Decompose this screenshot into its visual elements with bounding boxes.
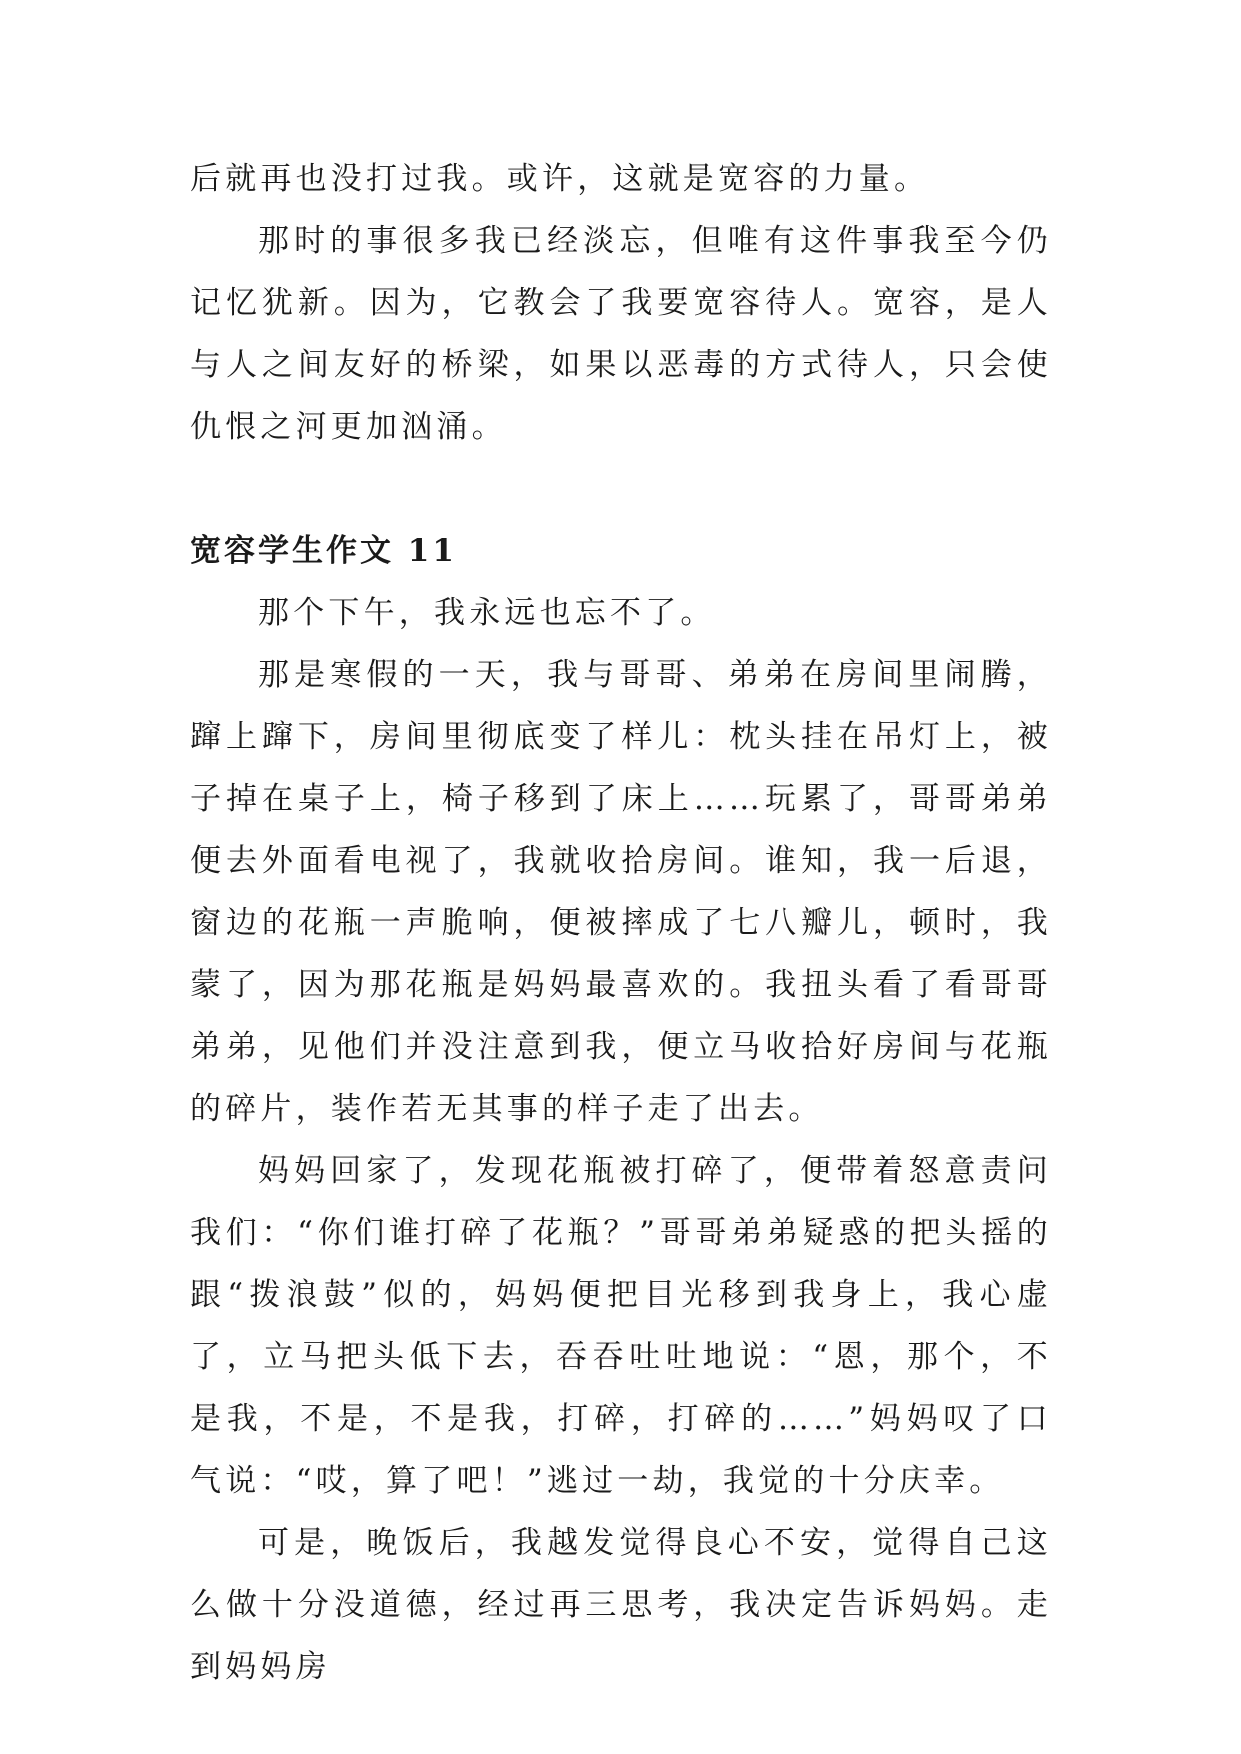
paragraph-3: 妈妈回家了，发现花瓶被打碎了，便带着怒意责问我们：“你们谁打碎了花瓶？”哥哥弟弟疑惑的把头摇的跟“拨浪鼓”似的，妈妈便把目光移到我身上，我心虚了，立马把头低下去，吞吞吐吐地说：“恩，那个，不是我，不是，不是我，打碎，打碎的……”妈妈叹了口气说：“哎，算了吧！”逃过一劫，我觉的十分庆幸。: [190, 1153, 1052, 1499]
paragraph-4: 可是，晚饭后，我越发觉得良心不安，觉得自己这么做十分没道德，经过再三思考，我决定告诉妈妈。走到妈妈房: [190, 1525, 1052, 1685]
section-spacer: [190, 458, 1052, 520]
document-page: [190, 148, 1052, 1698]
paragraph-continued: 后就再也没打过我。或许，这就是宽容的力量。: [190, 161, 930, 197]
paragraph-2: 那是寒假的一天，我与哥哥、弟弟在房间里闹腾，蹿上蹿下，房间里彻底变了样儿：枕头挂在吊灯上，被子掉在桌子上，椅子移到了床上……玩累了，哥哥弟弟便去外面看电视了，我就收拾房间。谁知，我一后退，窗边的花瓶一声脆响，便被摔成了七八瓣儿，顿时，我蒙了，因为那花瓶是妈妈最喜欢的。我扭头看了看哥哥弟弟，见他们并没注意到我，便立马收拾好房间与花瓶的碎片，装作若无其事的样子走了出去。: [190, 657, 1052, 1127]
paragraph-1: 那个下午，我永远也忘不了。: [258, 595, 716, 631]
section-title: 宽容学生作文 11: [190, 533, 457, 569]
paragraph-conclusion: 那时的事很多我已经淡忘，但唯有这件事我至今仍记忆犹新。因为，它教会了我要宽容待人。宽容，是人与人之间友好的桥梁，如果以恶毒的方式待人，只会使仇恨之河更加汹涌。: [190, 223, 1052, 445]
